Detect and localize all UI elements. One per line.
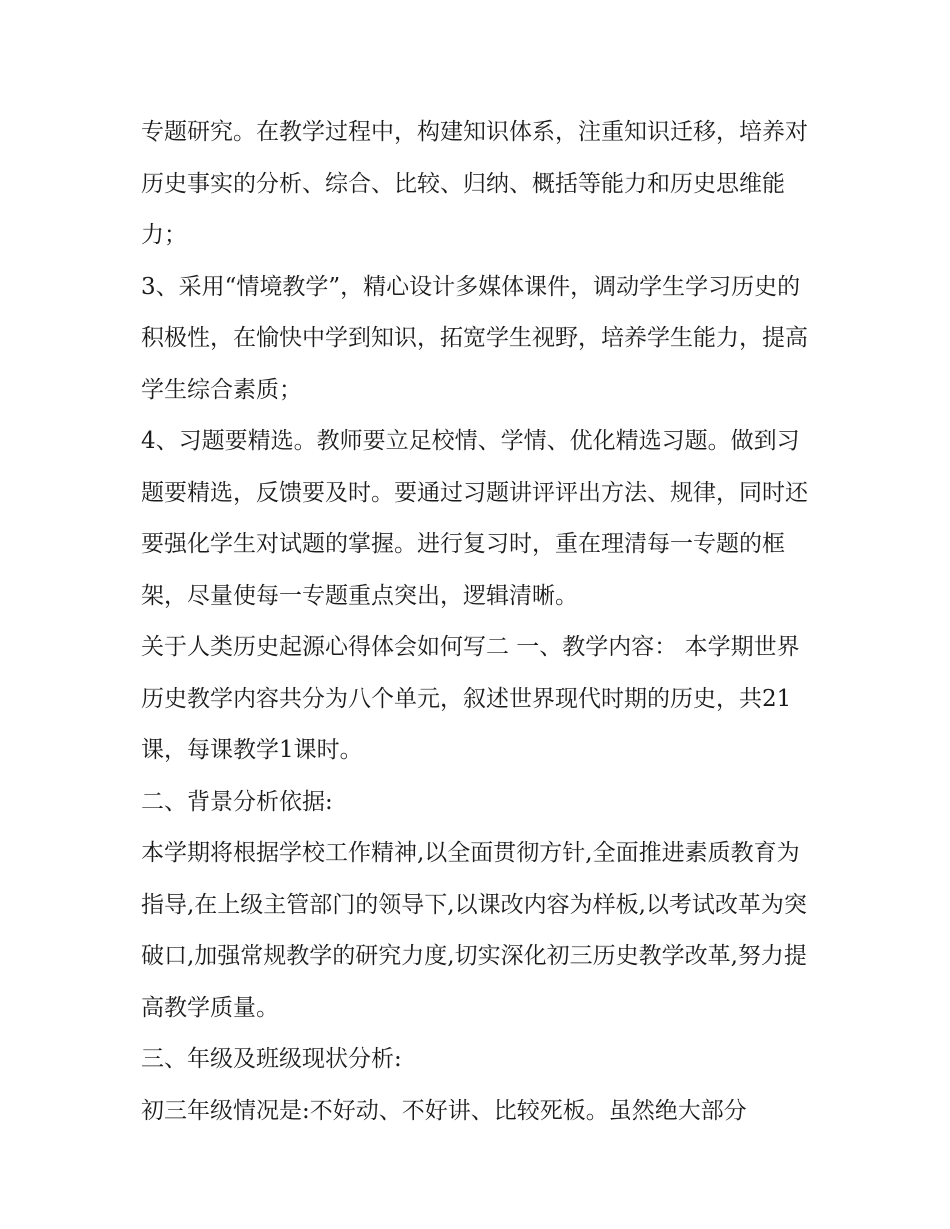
section-heading-grade-analysis: 三、年级及班级现状分析:: [141, 1046, 402, 1072]
section-heading-background: 二、背景分析依据:: [141, 788, 333, 815]
paragraph-teaching-content: 关于人类历史起源心得体会如何写二 一、教学内容： 本学期世界历史教学内容共分为八个单元，叙述世界现代时期的历史，共21课，每课教学1课时。: [141, 634, 800, 763]
paragraph-item-4: 4、习题要精选。教师要立足校情、学情、优化精选习题。做到习题要精选，反馈要及时。要通过习题讲评评出方法、规律，同时还要强化学生对试题的掌握。进行复习时，重在理清每一专题的框架，尽量使每一专题重点突出，逻辑清晰。: [141, 428, 808, 609]
paragraph-topic-research: 专题研究。在教学过程中，构建知识体系，注重知识迁移，培养对历史事实的分析、综合、比较、归纳、概括等能力和历史思维能力；: [141, 119, 808, 248]
paragraph-item-3: 3、采用“情境教学”，精心设计多媒体课件，调动学生学习历史的积极性，在愉快中学到知识，拓宽学生视野，培养学生能力，提高学生综合素质；: [141, 273, 808, 403]
document-body: [141, 107, 821, 1137]
paragraph-background: 本学期将根据学校工作精神,以全面贯彻方针,全面推进素质教育为指导,在上级主管部门的领导下,以课改内容为样板,以考试改革为突破口,加强常规教学的研究力度,切实深化初三历史教学改革,努力提高教学质量。: [141, 840, 807, 1021]
paragraph-grade-analysis: 初三年级情况是:不好动、不好讲、比较死板。虽然绝大部分: [141, 1097, 747, 1124]
